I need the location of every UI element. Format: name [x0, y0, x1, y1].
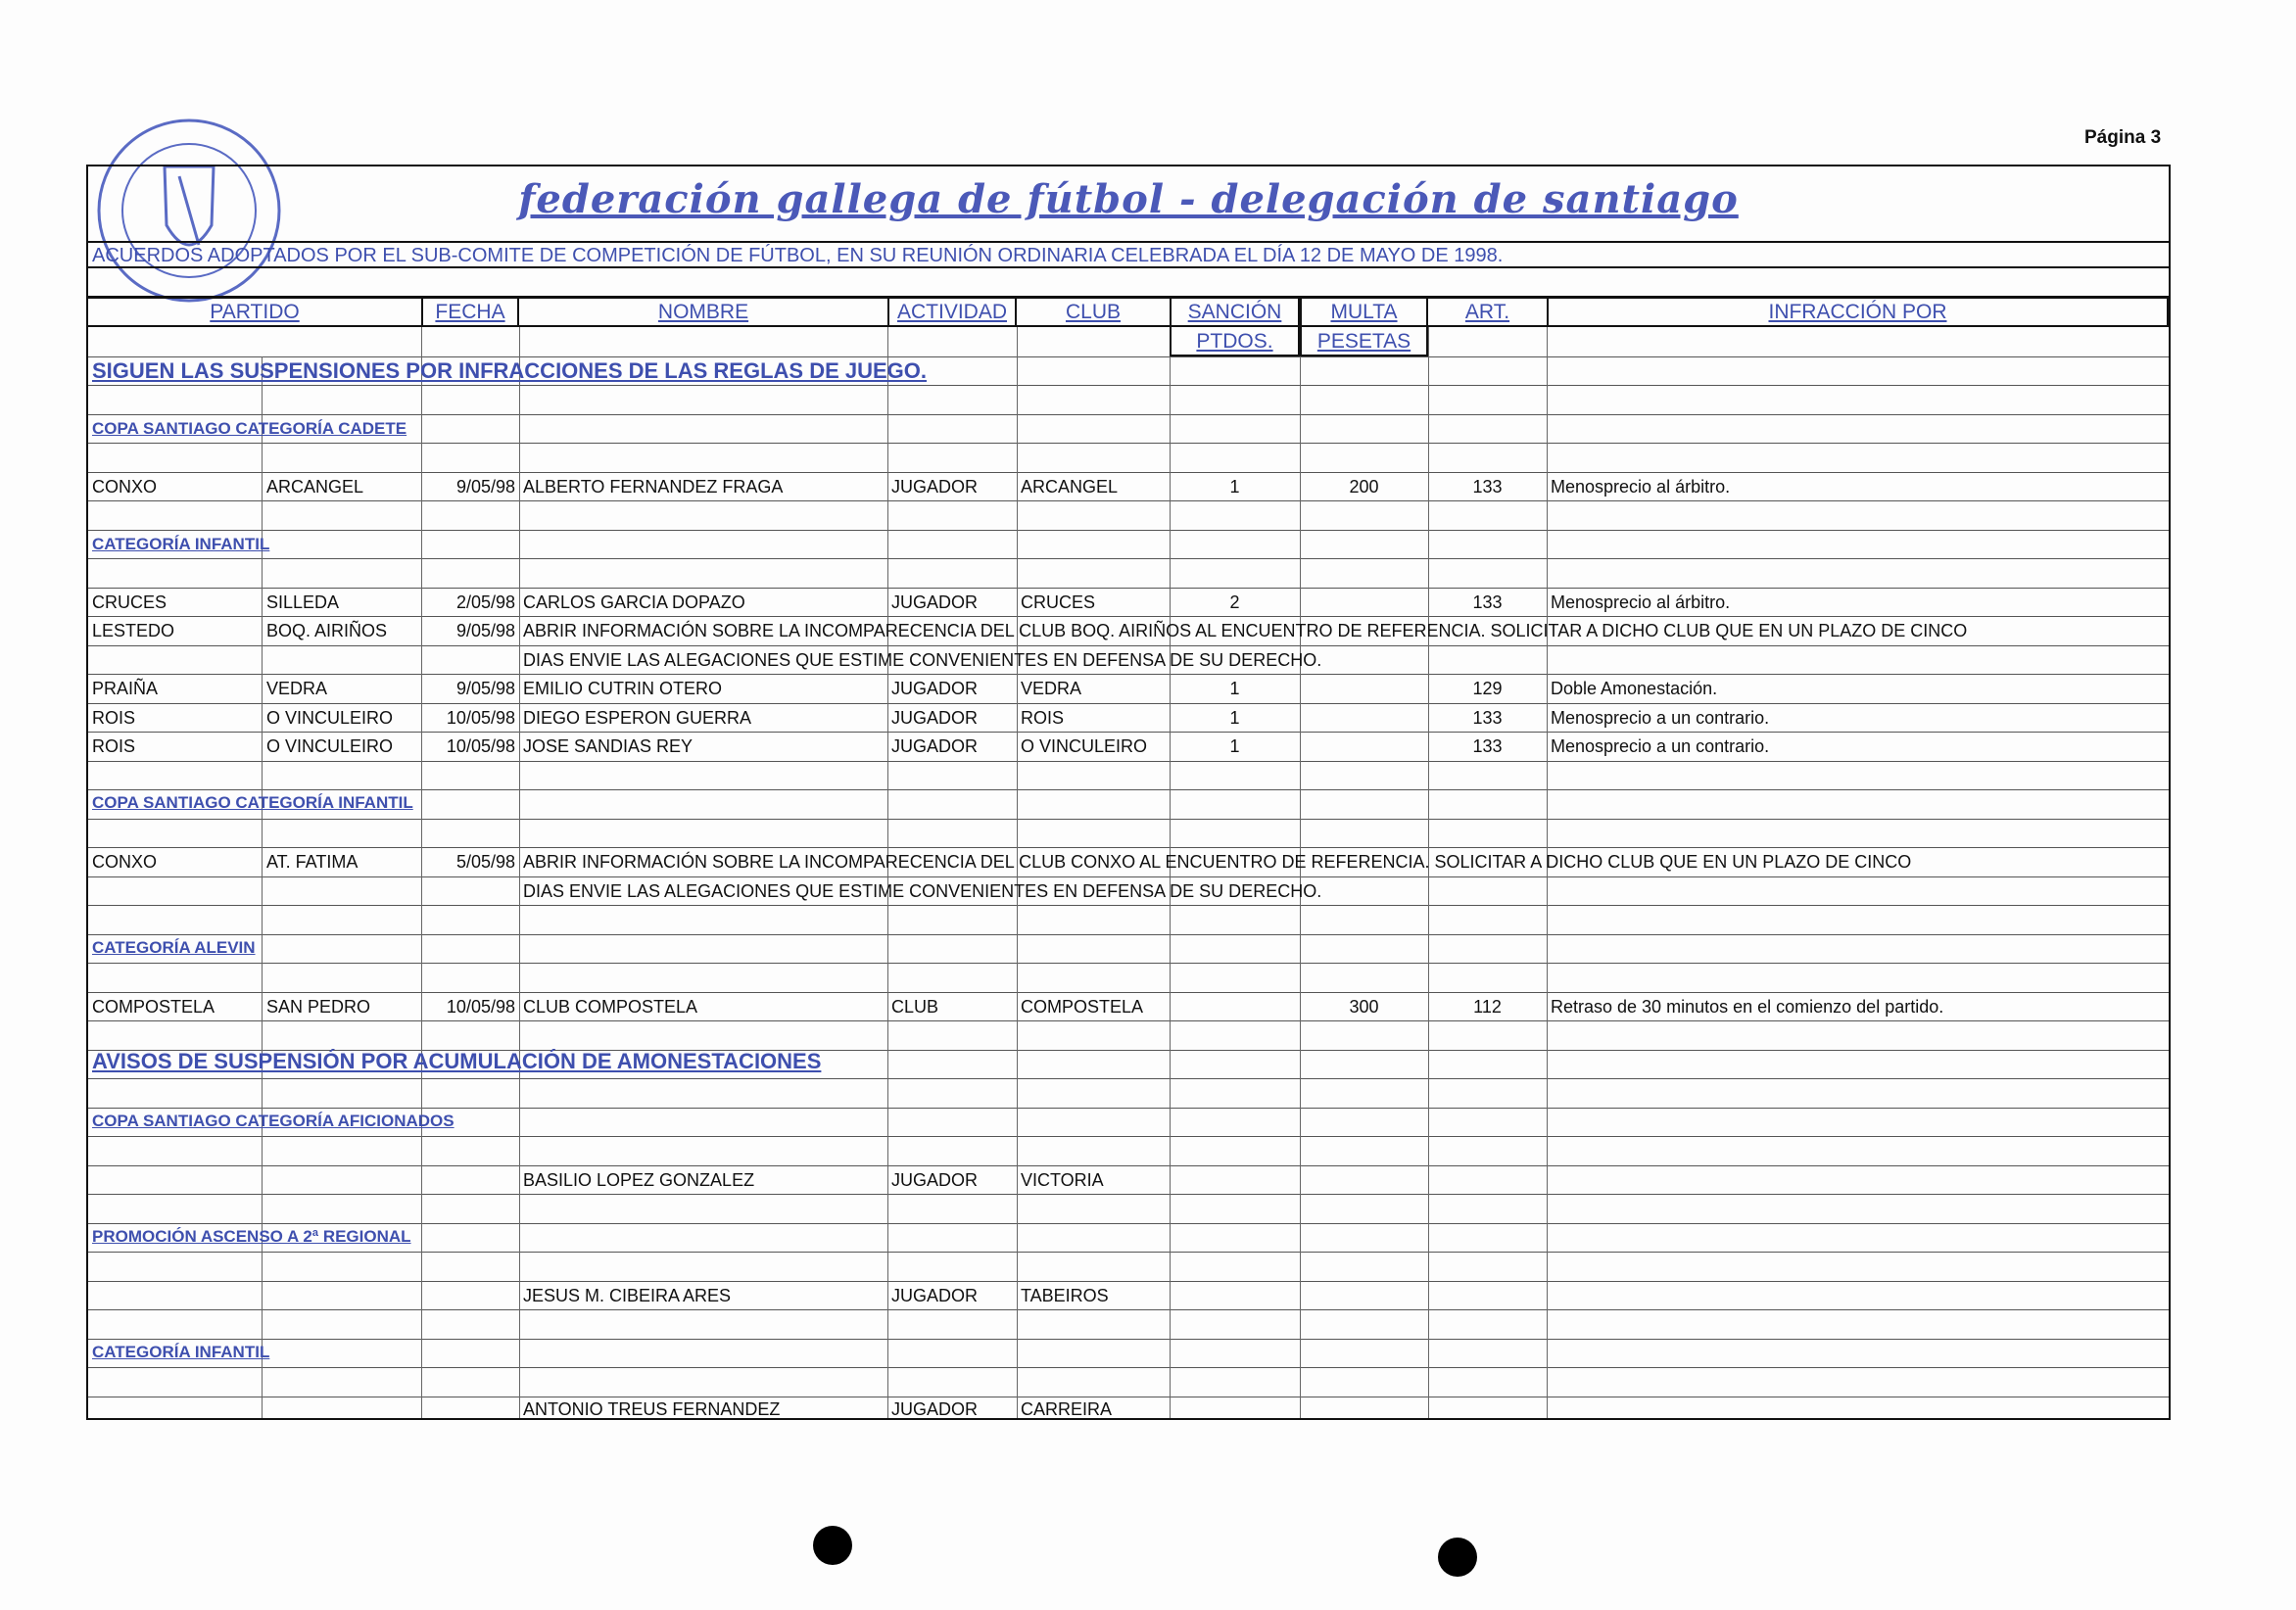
header-sancion: SANCIÓN — [1170, 299, 1300, 326]
section-title-suspensiones: SIGUEN LAS SUSPENSIONES POR INFRACCIONES DE LAS REGLAS DE JUEGO. — [92, 358, 928, 383]
acuerdos-document: federación gallega de fútbol - delegación de santiago ACUERDOS ADOPTADOS POR EL SUB-COMITE DE COMPETICIÓN DE FÚTBOL, EN SU REUNIÓN ORDINARIA CELEBRADA EL DÍA 12 DE MAYO DE 1998. PARTIDO FECHA NOMBRE ACTIVIDAD CLUB SANCIÓN MULTA ART. INFRACCIÓN POR PTDOS. PESETAS SIGUEN LAS SUSPENSIONES POR INFRACCIONES DE LAS REGLAS DE JUEGO. COPA SANTIAGO CATEGORÍA CADETE CONXO ARCANGEL 9/05/98 ALBERTO FERNANDEZ FRAGA JUGADOR ARCANGEL 1 200 133 Menosprecio al árbitro. CATEGORÍA INFANTIL CRUCES SILLEDA 2/05/98 CARLOS GARCIA DOPAZO JUGADOR CRUCES 2 133 Menosprecio al árbitro. LESTEDO BOQ. AIRIÑOS 9/05/98 ABRIR INFORMACIÓN SOBRE LA INCOMPARECENCIA DEL CLUB BOQ. AIRIÑOS AL ENCUENTRO DE REFERENCIA. SOLICITAR A DICHO CLUB QUE EN UN PLAZO DE CINCO DIAS ENVIE LAS ALEGACIONES QUE ESTIME CONVENIENTES EN DEFENSA DE SU DERECHO. PRAIÑA VEDRA 9/05/98 EMILIO CUTRIN OTERO JUGADOR VEDRA 1 129 Doble Amonestación. ROIS O VINCULEIRO 10/05/98 DIEGO ESPERON GUERRA JUGADOR ROIS 1 133 Menosprecio a un contrario. ROIS O VINCULEIRO 10/05/98 JOSE SANDIAS REY JUGADOR O VINCULEIRO 1 133 Menosprecio a un contrario. COPA SANTIAGO CATEGORÍA INFANTIL CONXO AT. FATIMA 5/05/98 ABRIR INFORMACIÓN SOBRE LA INCOMPARECENCIA DEL CLUB CONXO AL ENCUENTRO DE REFERENCIA. SOLICITAR A DICHO CLUB QUE EN UN PLAZO DE CINCO DIAS ENVIE LAS ALEGACIONES QUE ESTIME CONVENIENTES EN DEFENSA DE SU DERECHO. CATEGORÍA ALEVIN COMPOSTELA SAN PEDRO 10/05/98 CLUB COMPOSTELA CLUB COMPOSTELA 300 112 Retraso de 30 minutos en el comienzo del partido. AVISOS DE SUSPENSIÓN POR ACUMULACIÓN DE AMONESTACIONES COPA SANTIAGO CATEGORÍA AFICIONADOS BASILIO LOPEZ GONZALEZ JUGADOR VICTORIA PROMOCIÓN ASCENSO A 2ª REGIONAL JESUS M. CIBEIRA ARES JUGADOR TABEIROS CATEGORÍA INFANTIL ANTONIO TREUS FERNANDEZ JUGADOR CARREIRA — [86, 165, 2171, 1420]
header-nombre: NOMBRE — [657, 301, 749, 323]
header-fecha: FECHA — [421, 299, 519, 326]
header-ptdos: PTDOS. — [1170, 327, 1300, 356]
punch-hole-icon — [1438, 1538, 1477, 1577]
section-title-avisos: AVISOS DE SUSPENSIÓN POR ACUMULACIÓN DE AMONESTACIONES — [92, 1049, 822, 1073]
header-pesetas: PESETAS — [1300, 327, 1428, 356]
header-club: CLUB — [1065, 301, 1122, 323]
header-art: ART. — [1464, 301, 1510, 323]
header-multa: MULTA — [1300, 299, 1428, 326]
table-header — [88, 296, 2169, 327]
document-subtitle: ACUERDOS ADOPTADOS POR EL SUB-COMITE DE COMPETICIÓN DE FÚTBOL, EN SU REUNIÓN ORDINARIA CELEBRADA EL DÍA 12 DE MAYO DE 1998. — [88, 243, 2169, 268]
section-aficionados: COPA SANTIAGO CATEGORÍA AFICIONADOS — [92, 1112, 454, 1130]
title-box — [88, 166, 2169, 243]
document-title: federación gallega de fútbol - delegación de santiago — [518, 176, 1739, 222]
section-cadete: COPA SANTIAGO CATEGORÍA CADETE — [92, 419, 407, 438]
section-promocion: PROMOCIÓN ASCENSO A 2ª REGIONAL — [92, 1227, 411, 1246]
header-partido: PARTIDO — [210, 301, 300, 323]
header-actividad: ACTIVIDAD — [887, 299, 1017, 326]
section-copa-infantil: COPA SANTIAGO CATEGORÍA INFANTIL — [92, 793, 413, 812]
page-number: Página 3 — [2084, 127, 2162, 148]
section-infantil: CATEGORÍA INFANTIL — [92, 535, 270, 553]
section-infantil-avisos: CATEGORÍA INFANTIL — [92, 1343, 270, 1361]
punch-hole-icon — [813, 1526, 852, 1565]
section-alevin: CATEGORÍA ALEVIN — [92, 938, 256, 957]
header-infraccion: INFRACCIÓN POR — [1547, 299, 2169, 326]
